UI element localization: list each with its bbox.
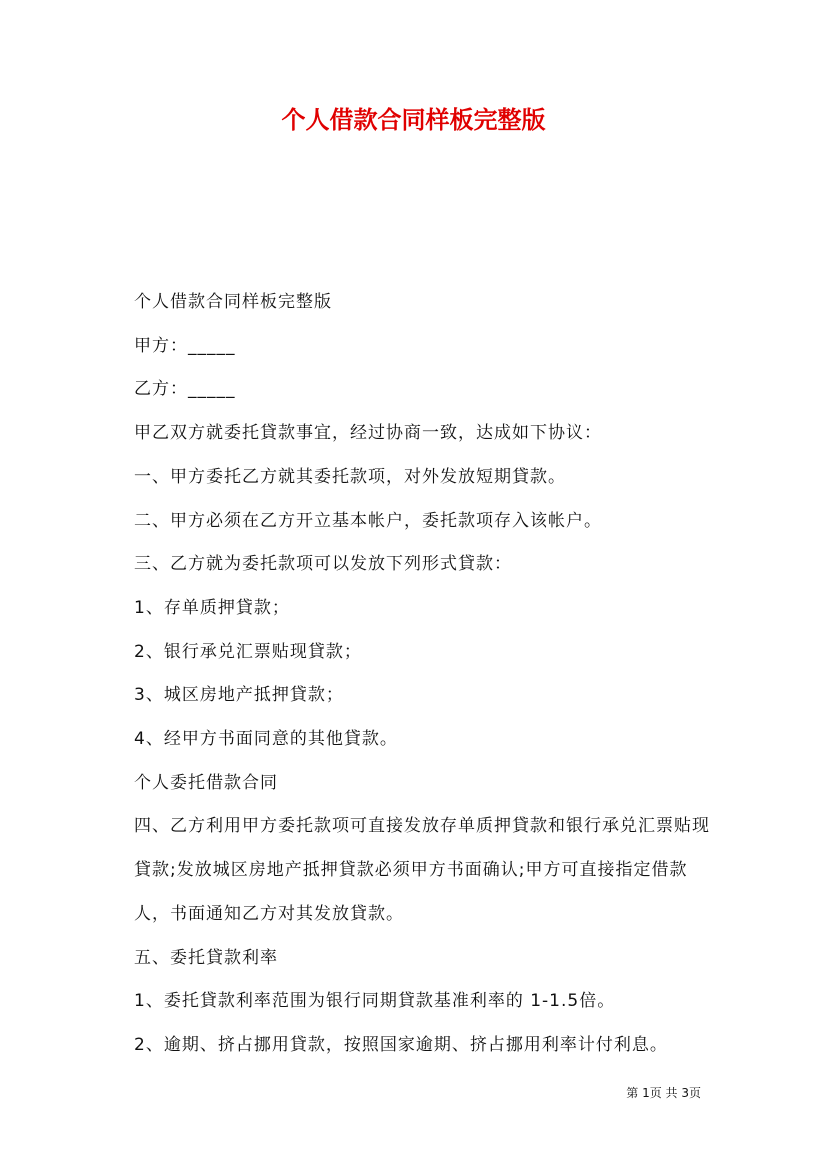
clause-three: 三、乙方就为委托款项可以发放下列形式貸款： bbox=[134, 554, 512, 575]
paragraph-party-b: 乙方：_____ bbox=[134, 379, 236, 400]
paragraph-heading: 个人借款合同样板完整版 bbox=[134, 292, 332, 312]
paragraph-agreement-intro: 甲乙双方就委托貸款事宜，经过协商一致，达成如下协议： bbox=[134, 423, 602, 444]
interest-rate-range: 1、委托貸款利率范围为银行同期貸款基准利率的 1-1.5倍。 bbox=[134, 991, 616, 1012]
document-title: 个人借款合同样板完整版 bbox=[281, 105, 546, 134]
clause-four: 四、乙方利用甲方委托款项可直接发放存单质押貸款和银行承兑汇票贴现貸款;发放城区房地产抵押貸款必须甲方书面确认;甲方可直接指定借款人，书面通知乙方对其发放貸款。 bbox=[134, 816, 710, 924]
loan-type-4: 4、经甲方书面同意的其他貸款。 bbox=[134, 729, 398, 750]
section-personal-entrusted-loan: 个人委托借款合同 bbox=[134, 772, 278, 793]
loan-type-2: 2、银行承兑汇票贴现貸款； bbox=[134, 641, 362, 662]
loan-type-1: 1、存单质押貸款； bbox=[134, 597, 290, 618]
overdue-interest-rule: 2、逾期、挤占挪用貸款，按照国家逾期、挤占挪用利率计付利息。 bbox=[134, 1034, 668, 1055]
clause-one: 一、甲方委托乙方就其委托款项，对外发放短期貸款。 bbox=[134, 466, 566, 487]
page-number-footer: 第 1页 共 3页 bbox=[626, 1086, 701, 1100]
document-body bbox=[134, 281, 720, 1068]
clause-two: 二、甲方必须在乙方开立基本帐户，委托款项存入该帐户。 bbox=[134, 510, 602, 531]
loan-type-3: 3、城区房地产抵押貸款； bbox=[134, 685, 344, 706]
clause-five-heading: 五、委托貸款利率 bbox=[134, 947, 278, 968]
paragraph-party-a: 甲方：_____ bbox=[134, 335, 236, 356]
